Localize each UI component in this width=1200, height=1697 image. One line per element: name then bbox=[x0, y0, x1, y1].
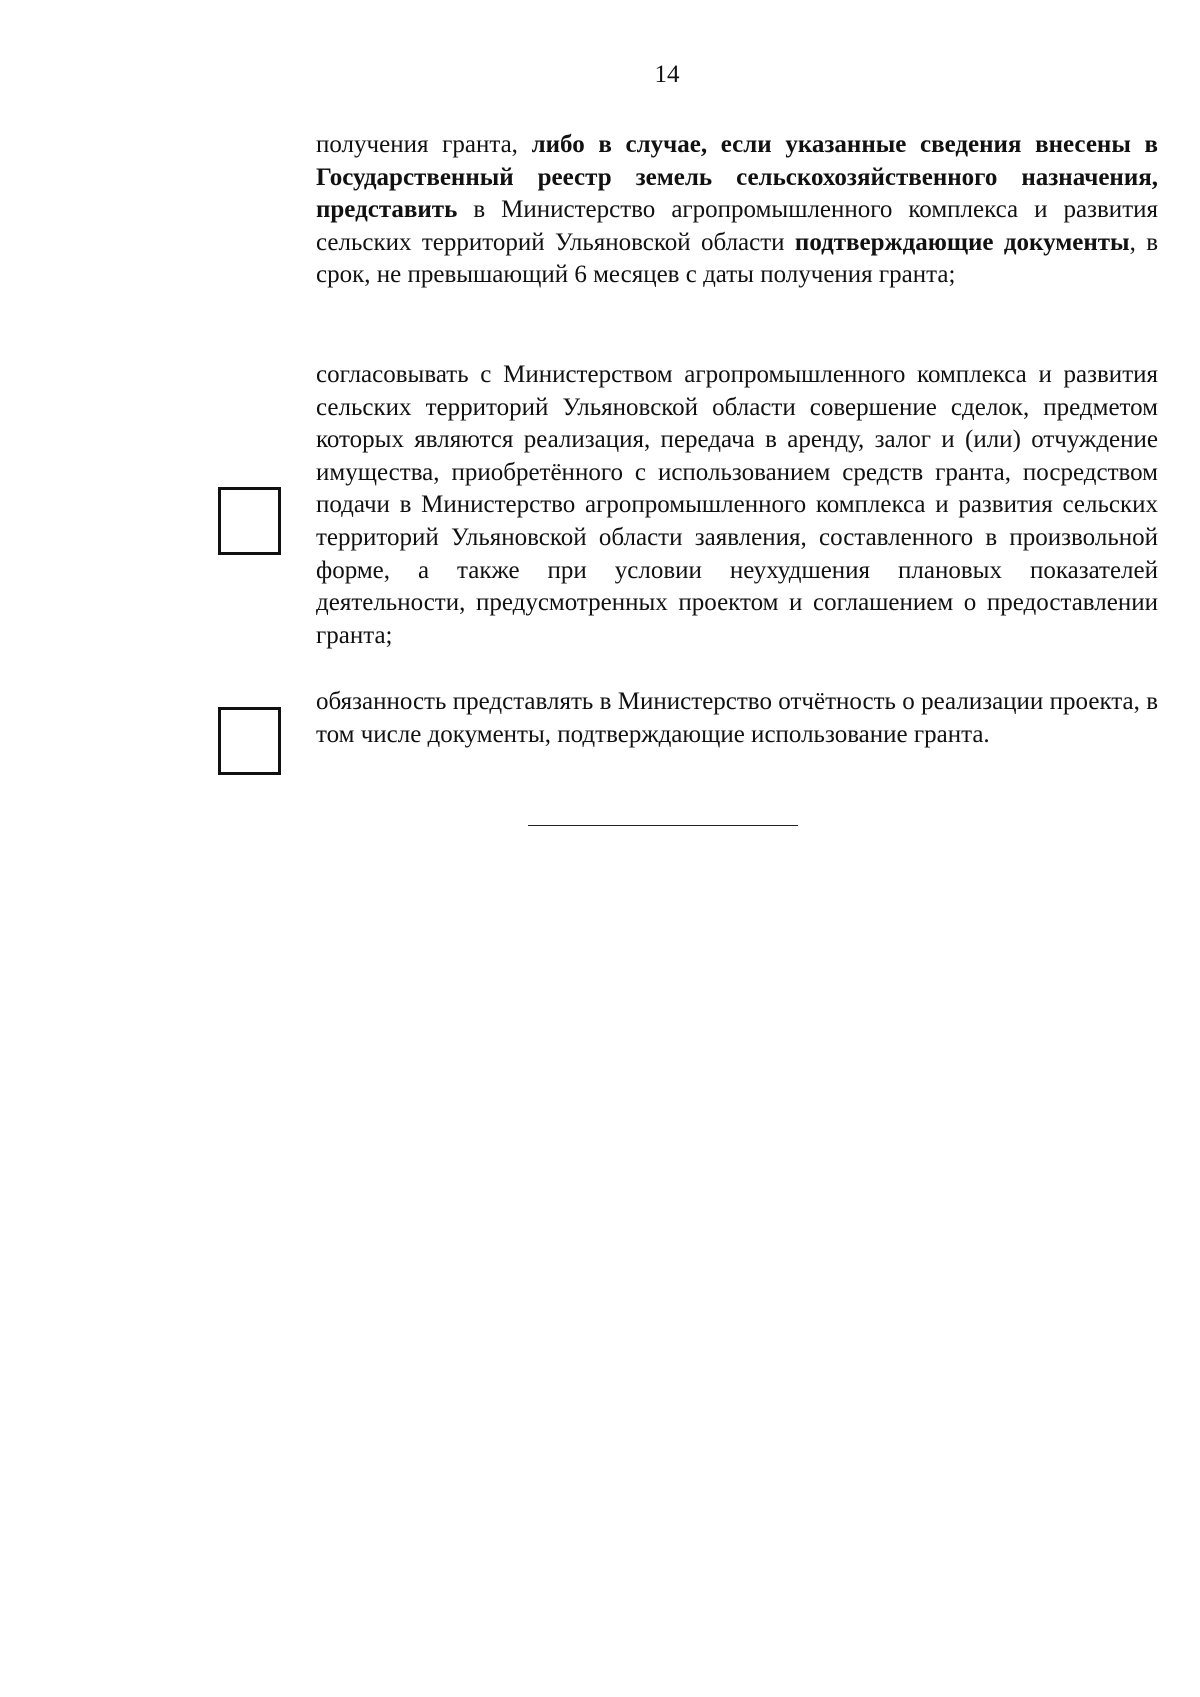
reporting-checkbox[interactable] bbox=[218, 707, 281, 775]
bold-text-run: подтверждающие документы bbox=[794, 228, 1130, 256]
text-run: согласовывать с Министерством агропромышленного комплекса и развития сельских территорий Ульяновской области совершение сделок, предметом которых являются реализация, передача в аренду, залог и (или) отчуждение имущества, приобретённого с использованием средств гранта, посредством подачи в Министерство агропромышленного комплекса и развития сельских территорий Ульяновской области заявления, составленного в произвольной форме, а также при условии неухудшения плановых показателей деятельности, предусмотренных проектом и соглашением о предоставлении гранта; bbox=[316, 361, 1158, 649]
paragraph-approve-transactions bbox=[316, 359, 1158, 652]
end-of-text-divider bbox=[528, 825, 798, 826]
paragraph-grant-documents bbox=[316, 129, 1158, 292]
text-run: получения гранта, bbox=[316, 131, 532, 158]
approval-checkbox[interactable] bbox=[218, 487, 281, 555]
paragraph-reporting-obligation bbox=[316, 686, 1158, 751]
bold-text-run: либо в случае, если указанные сведения внесены в Государственный реестр земель сельскохозяйственного назначения, представить bbox=[316, 131, 1158, 224]
page-number: 14 bbox=[654, 61, 680, 88]
text-run: обязанность представлять в Министерство отчётность о реализации проекта, в том числе документы, подтверждающие использование гранта. bbox=[316, 688, 1158, 748]
text-run: , в срок, не превышающий 6 месяцев с даты получения гранта; bbox=[316, 228, 1158, 289]
text-run: в Министерство агропромышленного комплекса и развития сельских территорий Ульяновской области bbox=[316, 196, 1158, 256]
